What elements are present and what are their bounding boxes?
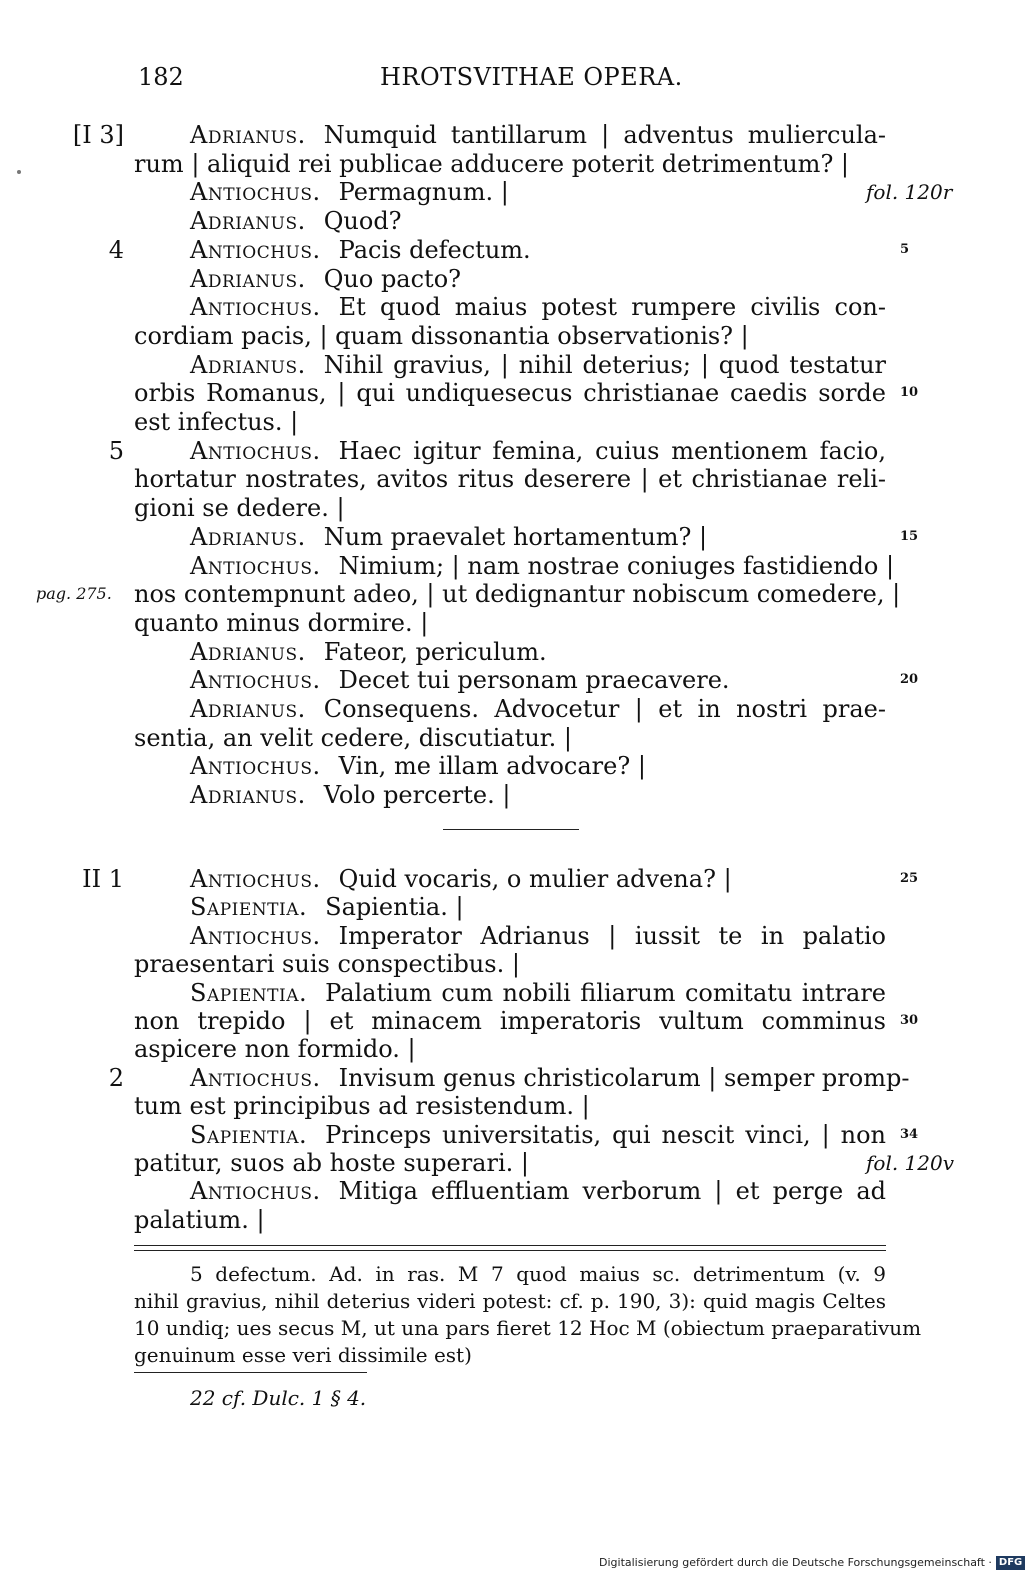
line-text bbox=[190, 695, 886, 724]
spoken-text: patitur, suos ab hoste superari. | bbox=[134, 1149, 529, 1177]
text-line bbox=[0, 580, 1000, 609]
spoken-text: Permagnum. | bbox=[338, 178, 509, 207]
text-line bbox=[0, 1206, 1000, 1235]
speaker-name: Antiochus. bbox=[190, 235, 321, 264]
spoken-text: Haec igitur femina, cuius mentionem facio, bbox=[338, 436, 886, 465]
text-line bbox=[0, 465, 1000, 494]
line-text bbox=[190, 178, 886, 207]
spoken-text: Nimium; | nam nostrae coniuges fastidiendo | bbox=[338, 551, 895, 580]
footnote-text: 5 defectum. Ad. in ras. M 7 quod maius sc. detrimentum (v. 9 bbox=[190, 1262, 886, 1286]
text-line bbox=[0, 437, 1000, 466]
line-text bbox=[190, 265, 886, 294]
folio-reference: fol. 120v bbox=[866, 1151, 955, 1175]
line-text bbox=[134, 150, 886, 179]
line-text bbox=[134, 1092, 886, 1121]
text-line bbox=[0, 1121, 1000, 1150]
text-line bbox=[0, 724, 1000, 753]
footnote-rule-short bbox=[134, 1372, 367, 1373]
section-number: 2 bbox=[108, 1063, 124, 1092]
section-number: II 1 bbox=[82, 865, 124, 893]
spoken-text: non trepido | et minacem imperatoris vultum comminus bbox=[134, 1007, 886, 1035]
text-line bbox=[0, 322, 1000, 351]
speaker-name: Antiochus. bbox=[190, 1063, 321, 1092]
line-number: 15 bbox=[900, 528, 919, 544]
spoken-text: nos contempnunt adeo, | ut dedignantur nobiscum comedere, | bbox=[134, 580, 901, 609]
folio-reference: fol. 120r bbox=[866, 180, 953, 205]
spoken-text: aspicere non formido. | bbox=[134, 1035, 416, 1064]
spoken-text: Imperator Adrianus | iussit te in palatio bbox=[338, 921, 886, 950]
text-line bbox=[0, 552, 1000, 581]
line-number: 34 bbox=[900, 1126, 919, 1142]
spoken-text: quanto minus dormire. | bbox=[134, 608, 429, 637]
spoken-text: cordiam pacis, | quam dissonantia observationis? | bbox=[134, 321, 749, 350]
text-line bbox=[0, 893, 1000, 922]
footnote-line bbox=[0, 1260, 1000, 1288]
spoken-text: Quo pacto? bbox=[323, 264, 462, 293]
text-line bbox=[0, 695, 1000, 724]
spoken-text: Quod? bbox=[323, 207, 402, 236]
speaker-name: Adrianus. bbox=[190, 781, 306, 810]
line-text bbox=[134, 724, 886, 753]
dfg-logo: DFG bbox=[996, 1556, 1025, 1570]
line-text bbox=[134, 1007, 886, 1036]
line-number: 20 bbox=[900, 672, 919, 688]
line-text bbox=[190, 1177, 886, 1206]
text-line bbox=[0, 293, 1000, 322]
text-line bbox=[0, 351, 1000, 380]
text-line bbox=[0, 150, 1000, 179]
text-line bbox=[0, 752, 1000, 781]
speaker-name: Sapientia. bbox=[190, 978, 308, 1007]
spoken-text: hortatur nostrates, avitos ritus deserere | et christianae reli- bbox=[134, 465, 886, 494]
text-line bbox=[0, 609, 1000, 638]
speaker-name: Adrianus. bbox=[190, 695, 306, 723]
spoken-text: Volo percerte. | bbox=[323, 781, 511, 810]
spoken-text: orbis Romanus, | qui undiquesecus christianae caedis sorde bbox=[134, 379, 886, 408]
spoken-text: gioni se dedere. | bbox=[134, 494, 345, 523]
text-line bbox=[0, 121, 1000, 150]
text-line bbox=[0, 523, 1000, 552]
digitization-credit bbox=[599, 1556, 1025, 1570]
footnote-rule bbox=[134, 1245, 886, 1251]
spoken-text: Princeps universitatis, qui nescit vinci, | non bbox=[325, 1120, 886, 1149]
spoken-text: palatium. | bbox=[134, 1205, 265, 1234]
line-text bbox=[134, 322, 886, 351]
footnote-text: genuinum esse veri dissimile est) bbox=[134, 1343, 472, 1367]
page-reference: pag. 275. bbox=[36, 584, 112, 604]
spoken-text: sentia, an velit cedere, discutiatur. | bbox=[134, 723, 572, 752]
line-text bbox=[134, 379, 886, 408]
footnote-line bbox=[0, 1341, 1000, 1369]
line-text bbox=[190, 523, 886, 552]
speaker-name: Antiochus. bbox=[190, 551, 321, 580]
speaker-name: Adrianus. bbox=[190, 350, 306, 379]
spoken-text: Quid vocaris, o mulier advena? | bbox=[338, 865, 732, 893]
page-number: 182 bbox=[138, 63, 184, 91]
speaker-name: Antiochus. bbox=[190, 666, 321, 695]
spoken-text: Et quod maius potest rumpere civilis con- bbox=[338, 293, 886, 322]
text-line bbox=[0, 666, 1000, 695]
line-text bbox=[190, 121, 886, 150]
line-text bbox=[190, 893, 886, 922]
spoken-text: tum est principibus ad resistendum. | bbox=[134, 1092, 590, 1121]
speaker-name: Sapientia. bbox=[190, 893, 308, 922]
section-number: [I 3] bbox=[72, 121, 124, 149]
text-line bbox=[0, 781, 1000, 810]
line-text bbox=[134, 465, 886, 494]
line-text bbox=[134, 1206, 886, 1235]
text-line bbox=[0, 1092, 1000, 1121]
line-text bbox=[190, 781, 886, 810]
text-line bbox=[0, 865, 1000, 894]
line-text bbox=[134, 408, 886, 437]
line-text bbox=[190, 666, 886, 695]
text-line bbox=[0, 1064, 1000, 1093]
line-text bbox=[190, 865, 886, 894]
scene-divider-rule bbox=[443, 829, 579, 830]
line-text bbox=[190, 979, 886, 1008]
section-number: 5 bbox=[108, 436, 124, 465]
text-line bbox=[0, 638, 1000, 667]
section-number: 4 bbox=[108, 235, 124, 264]
text-line bbox=[0, 178, 1000, 207]
line-text bbox=[190, 638, 886, 667]
footnote-line bbox=[0, 1314, 1000, 1342]
speaker-name: Adrianus. bbox=[190, 264, 306, 293]
text-line bbox=[0, 979, 1000, 1008]
line-text bbox=[190, 922, 886, 951]
line-text bbox=[134, 950, 886, 979]
spoken-text: Invisum genus christicolarum | semper promp- bbox=[338, 1063, 910, 1092]
text-line bbox=[0, 379, 1000, 408]
spoken-text: est infectus. | bbox=[134, 408, 299, 436]
line-text bbox=[190, 351, 886, 380]
speaker-name: Antiochus. bbox=[190, 921, 321, 950]
text-line bbox=[0, 1035, 1000, 1064]
speaker-name: Adrianus. bbox=[190, 121, 306, 149]
line-number: 25 bbox=[900, 871, 919, 886]
speaker-name: Antiochus. bbox=[190, 436, 321, 465]
line-number: 10 bbox=[900, 385, 919, 401]
spoken-text: Pacis defectum. bbox=[338, 235, 531, 264]
line-text bbox=[134, 1149, 886, 1178]
speaker-name: Adrianus. bbox=[190, 207, 306, 236]
line-text bbox=[190, 752, 886, 781]
line-number: 30 bbox=[900, 1013, 919, 1028]
footnote-reference-text: 22 cf. Dulc. 1 § 4. bbox=[190, 1386, 367, 1410]
speaker-name: Adrianus. bbox=[190, 637, 306, 666]
spoken-text: praesentari suis conspectibus. | bbox=[134, 950, 520, 979]
speaker-name: Antiochus. bbox=[190, 1177, 321, 1206]
text-line bbox=[0, 1149, 1000, 1178]
line-text bbox=[190, 551, 895, 581]
line-text bbox=[134, 1035, 886, 1064]
speaker-name: Adrianus. bbox=[190, 522, 306, 551]
spoken-text: rum | aliquid rei publicae adducere poterit detrimentum? | bbox=[134, 149, 850, 178]
line-text bbox=[190, 236, 886, 265]
speaker-name: Antiochus. bbox=[190, 293, 321, 322]
footnote-text: 10 undiq; ues secus M, ut una pars fieret 12 Hoc M (obiectum praeparativum bbox=[134, 1316, 922, 1340]
line-text bbox=[134, 580, 901, 609]
line-number: 5 bbox=[900, 241, 910, 257]
footnote-line bbox=[0, 1287, 1000, 1315]
text-line bbox=[0, 408, 1000, 437]
text-line bbox=[0, 1177, 1000, 1206]
line-text bbox=[190, 207, 886, 236]
digitization-text: Digitalisierung gefördert durch die Deutsche Forschungsgemeinschaft · bbox=[599, 1556, 992, 1569]
footnote-text: nihil gravius, nihil deterius videri potest: cf. p. 190, 3): quid magis Celtes bbox=[134, 1289, 886, 1313]
text-line bbox=[0, 1007, 1000, 1036]
speaker-name: Antiochus. bbox=[190, 865, 321, 893]
spoken-text: Vin, me illam advocare? | bbox=[338, 752, 646, 781]
text-line bbox=[0, 922, 1000, 951]
spoken-text: Num praevalet hortamentum? | bbox=[323, 522, 708, 551]
spoken-text: Consequens. Advocetur | et in nostri prae- bbox=[323, 695, 886, 723]
spoken-text: Mitiga effluentiam verborum | et perge ad bbox=[338, 1177, 886, 1206]
line-text bbox=[190, 437, 886, 466]
spoken-text: Decet tui personam praecavere. bbox=[338, 666, 730, 695]
text-line bbox=[0, 265, 1000, 294]
speaker-name: Sapientia. bbox=[190, 1120, 308, 1149]
text-line bbox=[0, 950, 1000, 979]
speaker-name: Antiochus. bbox=[190, 178, 321, 207]
line-text bbox=[134, 609, 886, 638]
spoken-text: Palatium cum nobili filiarum comitatu intrare bbox=[325, 978, 886, 1007]
line-text bbox=[190, 1063, 910, 1093]
line-text bbox=[190, 293, 886, 322]
running-title: HROTSVITHAE OPERA. bbox=[380, 63, 683, 91]
speaker-name: Antiochus. bbox=[190, 752, 321, 781]
footnote-reference bbox=[0, 1384, 1000, 1412]
spoken-text: Nihil gravius, | nihil deterius; | quod testatur bbox=[323, 350, 886, 379]
line-text bbox=[134, 494, 886, 523]
text-line bbox=[0, 207, 1000, 236]
spoken-text: Numquid tantillarum | adventus muliercula- bbox=[323, 121, 886, 149]
spoken-text: Sapientia. | bbox=[325, 893, 464, 922]
text-line bbox=[0, 494, 1000, 523]
text-line bbox=[0, 236, 1000, 265]
line-text bbox=[190, 1121, 886, 1150]
spoken-text: Fateor, periculum. bbox=[323, 637, 547, 666]
